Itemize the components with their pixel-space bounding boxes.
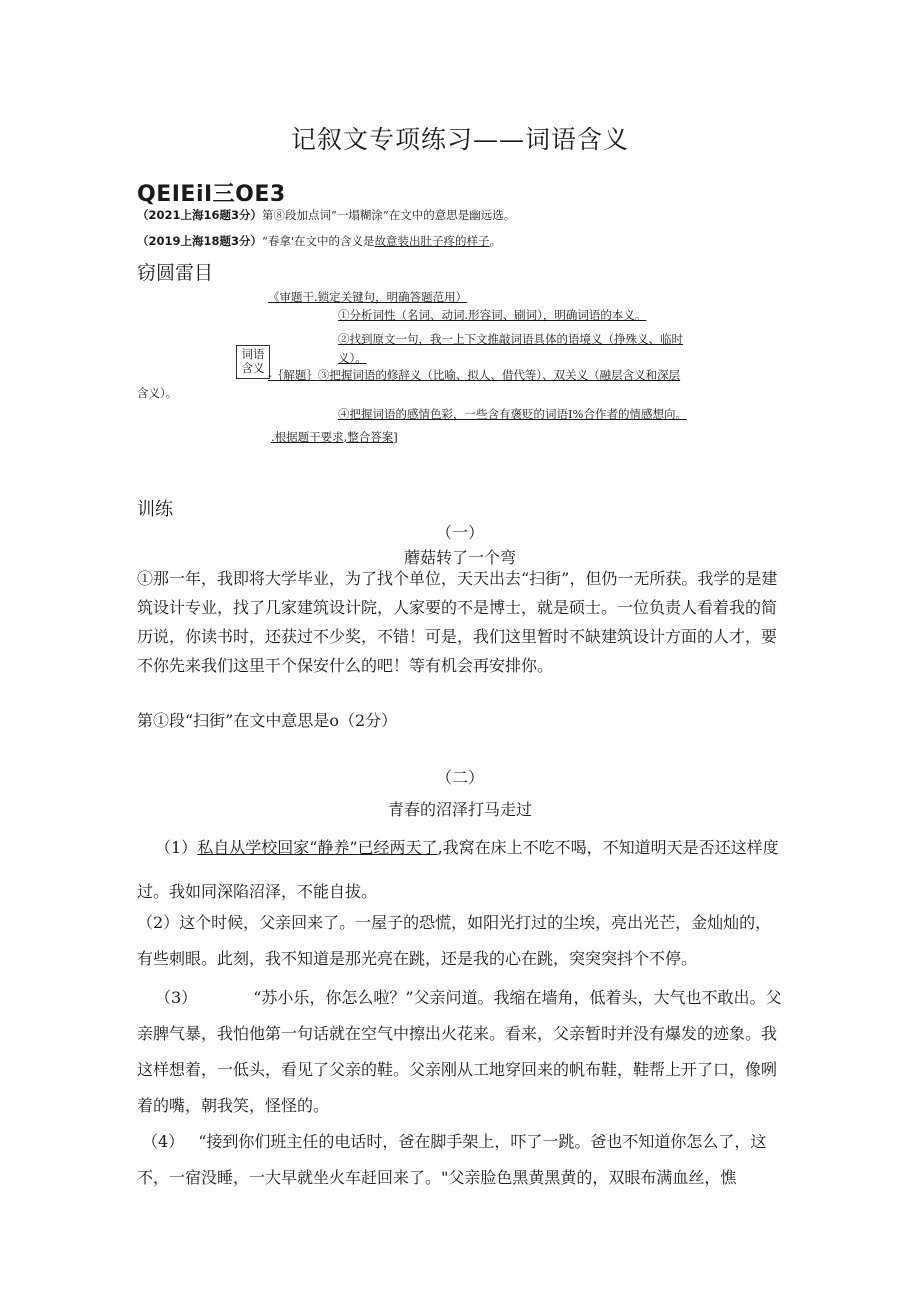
- part-2-paragraph-3: [137, 980, 787, 1124]
- method-step-3: [268, 367, 680, 383]
- part-1-paragraph: ①那一年，我即将大学毕业，为了找个单位，天天出去“扫街”，但仍一无所获。我学的是建筑设计专业，找了几家建筑设计院，人家要的不是博士，就是硕士。一位负责人看着我的简历说，你读书时，还获过不少奖，不错！可是，我们这里暂时不缺建筑设计方面的人才，要不你先来我们这里干个保安什么的吧！等有机会再安排你。: [137, 569, 778, 675]
- method-step-3-text: ③把握词语的修辞义（比喻、拟人、借代等）、双关义（融层含义和深层: [317, 368, 681, 382]
- method-step-4: ④把握词语的感情色彩，一些含有褒贬的词语I%合作者的情感想向。: [338, 407, 687, 421]
- part-1-label: （一）: [435, 523, 484, 542]
- exam-item-2021: [137, 207, 515, 223]
- method-conclude: .根据题干要求,整合答案]: [271, 430, 398, 444]
- method-heading: 窃圆雷目: [137, 262, 214, 284]
- method-step-2b: 义）。: [338, 351, 367, 365]
- method-step-3b: 含义）。: [137, 386, 178, 400]
- part-2-paragraph-4: [137, 1124, 787, 1196]
- part-1-title: 蘑菇转了一个弯: [403, 548, 516, 567]
- paragraph-text: ,我窝在床上不吃不喝，不知道明天是否还这样度过。我如同深陷沼泽，不能自拔。: [137, 838, 779, 901]
- paragraph-number: （3）: [155, 988, 198, 1007]
- part-2-paragraph-1: [137, 826, 787, 914]
- exam-answer: 幽远选: [469, 208, 504, 222]
- method-step-3-prefix: -｛解题｝: [268, 368, 318, 382]
- underlined-phrase: 私自从学校回家“静养”已经两天了: [197, 838, 438, 857]
- paragraph-number: （4）: [142, 1132, 185, 1151]
- part-2-title: 青春的沼泽打马走过: [387, 800, 532, 819]
- training-heading: 训练: [137, 499, 173, 520]
- exam-answer: 故意装出肚子疼的样子: [374, 234, 490, 248]
- paragraph-number: （1）: [155, 838, 198, 857]
- part-1-question: 第①段“扫街”在文中意思是o（2分）: [137, 711, 398, 730]
- paragraph-text: “接到你们班主任的电话时，爸在脚手架上，吓了一跳。爸也不知道你怎么了，这不，一宿没睡，一大早就坐火车赶回来了。"父亲脸色黑黄黑黄的，双眼布满血丝，憔: [137, 1132, 767, 1187]
- exam-text: “春拿'在文中的含义是: [262, 234, 375, 248]
- exam-end: 。: [503, 208, 516, 222]
- exam-source: （2021上海16题3分）: [137, 208, 263, 222]
- method-step-2a: ②找到原文一句，我一上下文推敲词语具体的语境义（挣殊义、临时: [338, 332, 683, 346]
- exam-end: 。: [489, 234, 502, 248]
- exam-source: （2019上海18题3分）: [137, 234, 263, 248]
- paragraph-text: “苏小乐，你怎么啦？”父亲问道。我缩在墙角，低着头，大气也不敢出。父亲脾气暴，我怕他第一句话就在空气中擦出火花来。看来，父亲暂时并没有爆发的迹象。我这样想着，一低头，看见了父亲的鞋。父亲刚从工地穿回来的帆布鞋，鞋帮上开了口，像咧着的嘴，朝我笑，怪怪的。: [137, 988, 782, 1115]
- exam-text: 第⑧段加点词“一塌糊涂”在文中的意思是: [262, 208, 470, 222]
- part-2-label: （二）: [435, 768, 484, 787]
- method-review: 《审题干.锁定关键句，明确答题范用）: [268, 290, 468, 304]
- document-title: 记叙文专项练习——词语含义: [290, 125, 629, 154]
- method-step-1: ①分析词性（名词、动词.形容词、刷词），明确词语的本义。: [338, 308, 647, 322]
- exam-item-2019: [137, 233, 501, 249]
- method-box-label: 词语含义: [236, 345, 270, 379]
- section-heading-garbled: QEIEiI三OE3: [137, 182, 286, 207]
- part-2-paragraph-2: （2）这个时候，父亲回来了。一屋子的恐慌，如阳光打过的尘埃，亮出光芒，金灿灿的，有些刺眼。此刻，我不知道是那光亮在跳，还是我的心在跳，突突突抖个不停。: [137, 913, 772, 968]
